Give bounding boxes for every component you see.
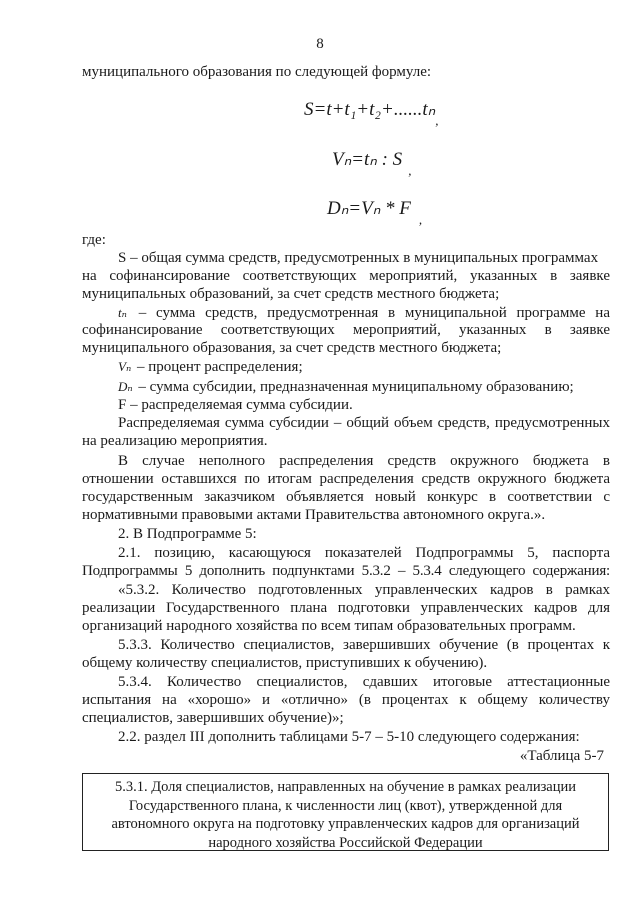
text-line: софинансирование соответствующих мероприятий, указанных в заявке: [82, 322, 610, 338]
text-line: специалистов, завершивших обучение)»;: [82, 710, 344, 726]
text-line: организаций народного хозяйства по всем типам образовательных программ.: [82, 618, 576, 634]
text-line: 5.3.4. Количество специалистов, сдавших итоговые аттестационные: [118, 674, 610, 690]
text-line: муниципального образования, за счет средств местного бюджета;: [82, 340, 502, 356]
formula-subsidy: [327, 197, 423, 227]
text-line: Подпрограммы 5 дополнить подпунктами 5.3.2 – 5.3.4 следующего содержания:: [82, 563, 610, 579]
text-line: 5.3.3. Количество специалистов, завершивших обучение (в процентах к: [118, 637, 610, 653]
text-line: испытания на «хорошо» и «отлично» (в процентах к общему количеству: [82, 692, 610, 708]
formula-percent-text: Vₙ=tₙ : S: [332, 149, 403, 170]
formula-comma: ,: [408, 163, 412, 178]
formula-percent: [332, 148, 412, 178]
text-line: «5.3.2. Количество подготовленных управленческих кадров в рамках: [118, 582, 610, 598]
text-line: S – общая сумма средств, предусмотренных в муниципальных программах: [118, 250, 599, 266]
text-line: В случае неполного распределения средств окружного бюджета в: [118, 453, 610, 469]
text-line: реализации Государственного плана подготовки управленческих кадров для: [82, 600, 610, 616]
table-header-line: 5.3.1. Доля специалистов, направленных на обучение в рамках реализации: [114, 779, 577, 795]
formula-sum-text: S=t+t₁+t₂+......tₙ: [304, 99, 436, 120]
formula-sum: [304, 98, 439, 128]
text-line: на софинансирование соответствующих мероприятий, указанных в заявке: [82, 268, 610, 284]
text-line: нормативными правовыми актами Правительства автономного округа.».: [82, 507, 546, 523]
text-line: муниципального образования по следующей формуле:: [82, 64, 432, 80]
formula-comma: ,: [418, 212, 423, 227]
text-line-with-symbol: [118, 357, 610, 377]
text-line: 2.2. раздел III дополнить таблицами 5-7 – 5-10 следующего содержания:: [118, 729, 580, 745]
formula-subsidy-text: Dₙ=Vₙ * F: [327, 198, 411, 219]
symbol-dn: Dₙ: [118, 379, 133, 394]
text-line: – сумма средств, предусмотренная в муниципальной программе на: [138, 305, 610, 321]
text-line: 2. В Подпрограмме 5:: [118, 526, 257, 542]
text-line: муниципальных образований, за счет средств местного бюджета;: [82, 286, 500, 302]
table-label: «Таблица 5-7: [519, 748, 604, 764]
table-header-line: Государственного плана, к численности лиц (квот), утвержденной для: [128, 797, 563, 814]
symbol-tn: tₙ: [118, 305, 127, 320]
text-line: 2.1. позицию, касающуюся показателей Подпрограммы 5, паспорта: [118, 545, 610, 561]
text-line: отношении оставшихся по итогам распределения средств окружного бюджета: [82, 471, 610, 487]
text-line-with-symbol: [118, 303, 610, 323]
table-header-line: автономного округа на подготовку управленческих кадров для организаций: [111, 816, 580, 832]
table-header-line: народного хозяйства Российской Федерации: [208, 834, 483, 851]
text-line: где:: [82, 232, 106, 248]
text-line: общему количеству специалистов, приступивших к обучению).: [82, 655, 488, 671]
formula-comma: ,: [435, 113, 439, 128]
text-line: Распределяемая сумма субсидии – общий объем средств, предусмотренных: [118, 415, 610, 431]
page-number: 8: [316, 36, 324, 52]
symbol-vn: Vₙ: [118, 359, 132, 374]
text-line: на реализацию мероприятия.: [82, 433, 268, 449]
text-line: – сумма субсидии, предназначенная муниципальному образованию;: [138, 379, 574, 395]
text-line: F – распределяемая сумма субсидии.: [118, 397, 353, 413]
text-line-with-symbol: [118, 377, 610, 397]
text-line: – процент распределения;: [136, 359, 303, 375]
text-line: государственным заказчиком объявляется новый конкурс в соответствии с: [82, 489, 610, 505]
table-header-box: [82, 773, 609, 851]
